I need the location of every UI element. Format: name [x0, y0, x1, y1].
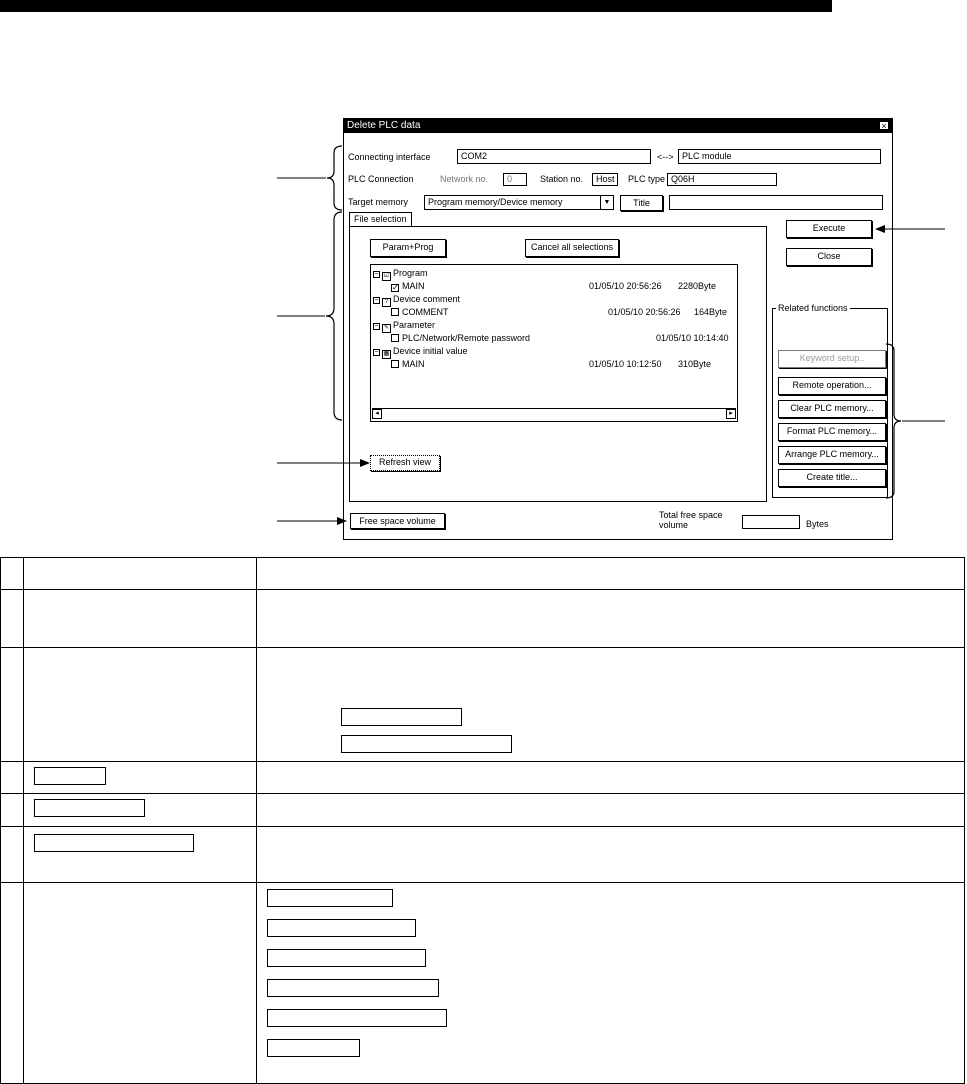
target-memory-label: Target memory — [348, 197, 409, 207]
title-button[interactable]: Title — [620, 195, 663, 211]
framed-label — [267, 889, 393, 907]
table-row — [1, 827, 965, 883]
table-cell — [1, 648, 24, 762]
comment-size: 164Byte — [694, 307, 728, 317]
total-free-space-label-line1: Total free space — [659, 510, 723, 520]
plc-network-label: PLC/Network/Remote password — [402, 333, 531, 343]
table-row — [1, 648, 965, 762]
table-cell — [256, 648, 964, 762]
framed-label — [341, 735, 512, 753]
free-space-volume-button[interactable]: Free space volume — [350, 513, 445, 529]
device-comment-label: Device comment — [393, 294, 461, 304]
plc-type-field: Q06H — [667, 173, 777, 186]
plc-connection-label: PLC Connection — [348, 174, 414, 184]
checkbox-checked-icon[interactable]: ✓ — [392, 283, 399, 292]
param-prog-button[interactable]: Param+Prog — [370, 239, 446, 257]
table-cell — [23, 762, 256, 794]
table-cell — [256, 883, 964, 1084]
table-cell — [1, 590, 24, 648]
format-plc-memory-button[interactable]: Format PLC memory... — [778, 423, 886, 441]
remote-operation-button[interactable]: Remote operation... — [778, 377, 886, 395]
create-title-button[interactable]: Create title... — [778, 469, 886, 487]
scroll-left-icon[interactable]: ◂ — [372, 409, 382, 419]
table-cell — [256, 558, 964, 590]
collapse-icon[interactable]: − — [374, 271, 379, 278]
link-arrow: <--> — [657, 152, 674, 162]
execute-button[interactable]: Execute — [786, 220, 872, 238]
collapse-icon[interactable]: − — [374, 349, 379, 356]
main-program-label: MAIN — [402, 281, 425, 291]
table-row — [1, 762, 965, 794]
refresh-view-button[interactable]: Refresh view — [370, 455, 440, 471]
program-folder-icon: ☑ — [383, 273, 390, 279]
station-no-field: Host — [592, 173, 618, 186]
table-row — [1, 794, 965, 827]
target-memory-value: Program memory/Device memory — [428, 197, 563, 207]
dialog-title: Delete PLC data — [347, 120, 421, 131]
description-table — [0, 557, 965, 1084]
comment-folder-icon: ? — [382, 298, 391, 307]
device-initial-label: Device initial value — [393, 346, 468, 356]
related-functions-label: Related functions — [778, 303, 848, 313]
table-cell — [1, 794, 24, 827]
table-cell — [23, 648, 256, 762]
main-init-label: MAIN — [402, 359, 425, 369]
comment-date: 01/05/10 20:56:26 — [608, 307, 681, 317]
framed-label — [34, 799, 145, 817]
framed-label — [267, 949, 426, 967]
main-program-size: 2280Byte — [678, 281, 717, 291]
station-no-label: Station no. — [540, 174, 584, 184]
collapse-icon[interactable]: − — [374, 323, 379, 330]
main-init-date: 01/05/10 10:12:50 — [589, 359, 662, 369]
framed-label — [341, 708, 462, 726]
framed-label — [267, 1009, 447, 1027]
table-cell — [23, 827, 256, 883]
collapse-icon[interactable]: − — [374, 297, 379, 304]
arrange-plc-memory-button[interactable]: Arrange PLC memory... — [778, 446, 886, 464]
table-cell — [23, 794, 256, 827]
table-cell — [256, 794, 964, 827]
connecting-interface-label: Connecting interface — [348, 152, 431, 162]
framed-label — [267, 919, 416, 937]
tab-file-selection[interactable]: File selection — [349, 212, 412, 226]
framed-label — [267, 979, 439, 997]
program-label: Program — [393, 268, 428, 278]
table-cell — [1, 827, 24, 883]
main-init-size: 310Byte — [678, 359, 712, 369]
table-cell — [23, 558, 256, 590]
keyword-setup-button[interactable]: Keyword setup.. — [778, 350, 886, 368]
network-no-field: 0 — [503, 173, 527, 186]
plc-network-date: 01/05/10 10:14:40 — [656, 333, 729, 343]
total-free-space-label-line2: volume — [659, 520, 689, 530]
chevron-down-icon[interactable]: ▼ — [600, 196, 613, 209]
network-no-label: Network no. — [440, 174, 489, 184]
framed-label — [34, 834, 194, 852]
table-cell — [256, 827, 964, 883]
table-cell — [256, 590, 964, 648]
framed-label — [34, 767, 106, 785]
connecting-interface-field: COM2 — [457, 149, 651, 164]
table-row — [1, 590, 965, 648]
table-cell — [1, 558, 24, 590]
table-cell — [1, 883, 24, 1084]
comment-label: COMMENT — [402, 307, 449, 317]
cancel-all-selections-button[interactable]: Cancel all selections — [525, 239, 619, 257]
table-cell — [23, 883, 256, 1084]
parameter-folder-icon: ✎ — [383, 325, 390, 331]
framed-label — [267, 1039, 360, 1057]
clear-plc-memory-button[interactable]: Clear PLC memory... — [778, 400, 886, 418]
device-init-folder-icon: ▦ — [383, 351, 390, 357]
close-icon[interactable]: × — [879, 121, 889, 130]
table-header-row — [1, 558, 965, 590]
plc-type-label: PLC type — [628, 174, 666, 184]
bytes-label: Bytes — [806, 519, 829, 529]
table-frame-group — [257, 883, 964, 1060]
table-cell — [256, 762, 964, 794]
table-row — [1, 883, 965, 1084]
parameter-label: Parameter — [393, 320, 436, 330]
table-cell — [23, 590, 256, 648]
scroll-right-icon[interactable]: ▸ — [726, 409, 736, 419]
main-program-date: 01/05/10 20:56:26 — [589, 281, 662, 291]
close-button[interactable]: Close — [786, 248, 872, 266]
table-cell — [1, 762, 24, 794]
plc-module-field: PLC module — [678, 149, 881, 164]
table-frame-group — [257, 648, 964, 756]
